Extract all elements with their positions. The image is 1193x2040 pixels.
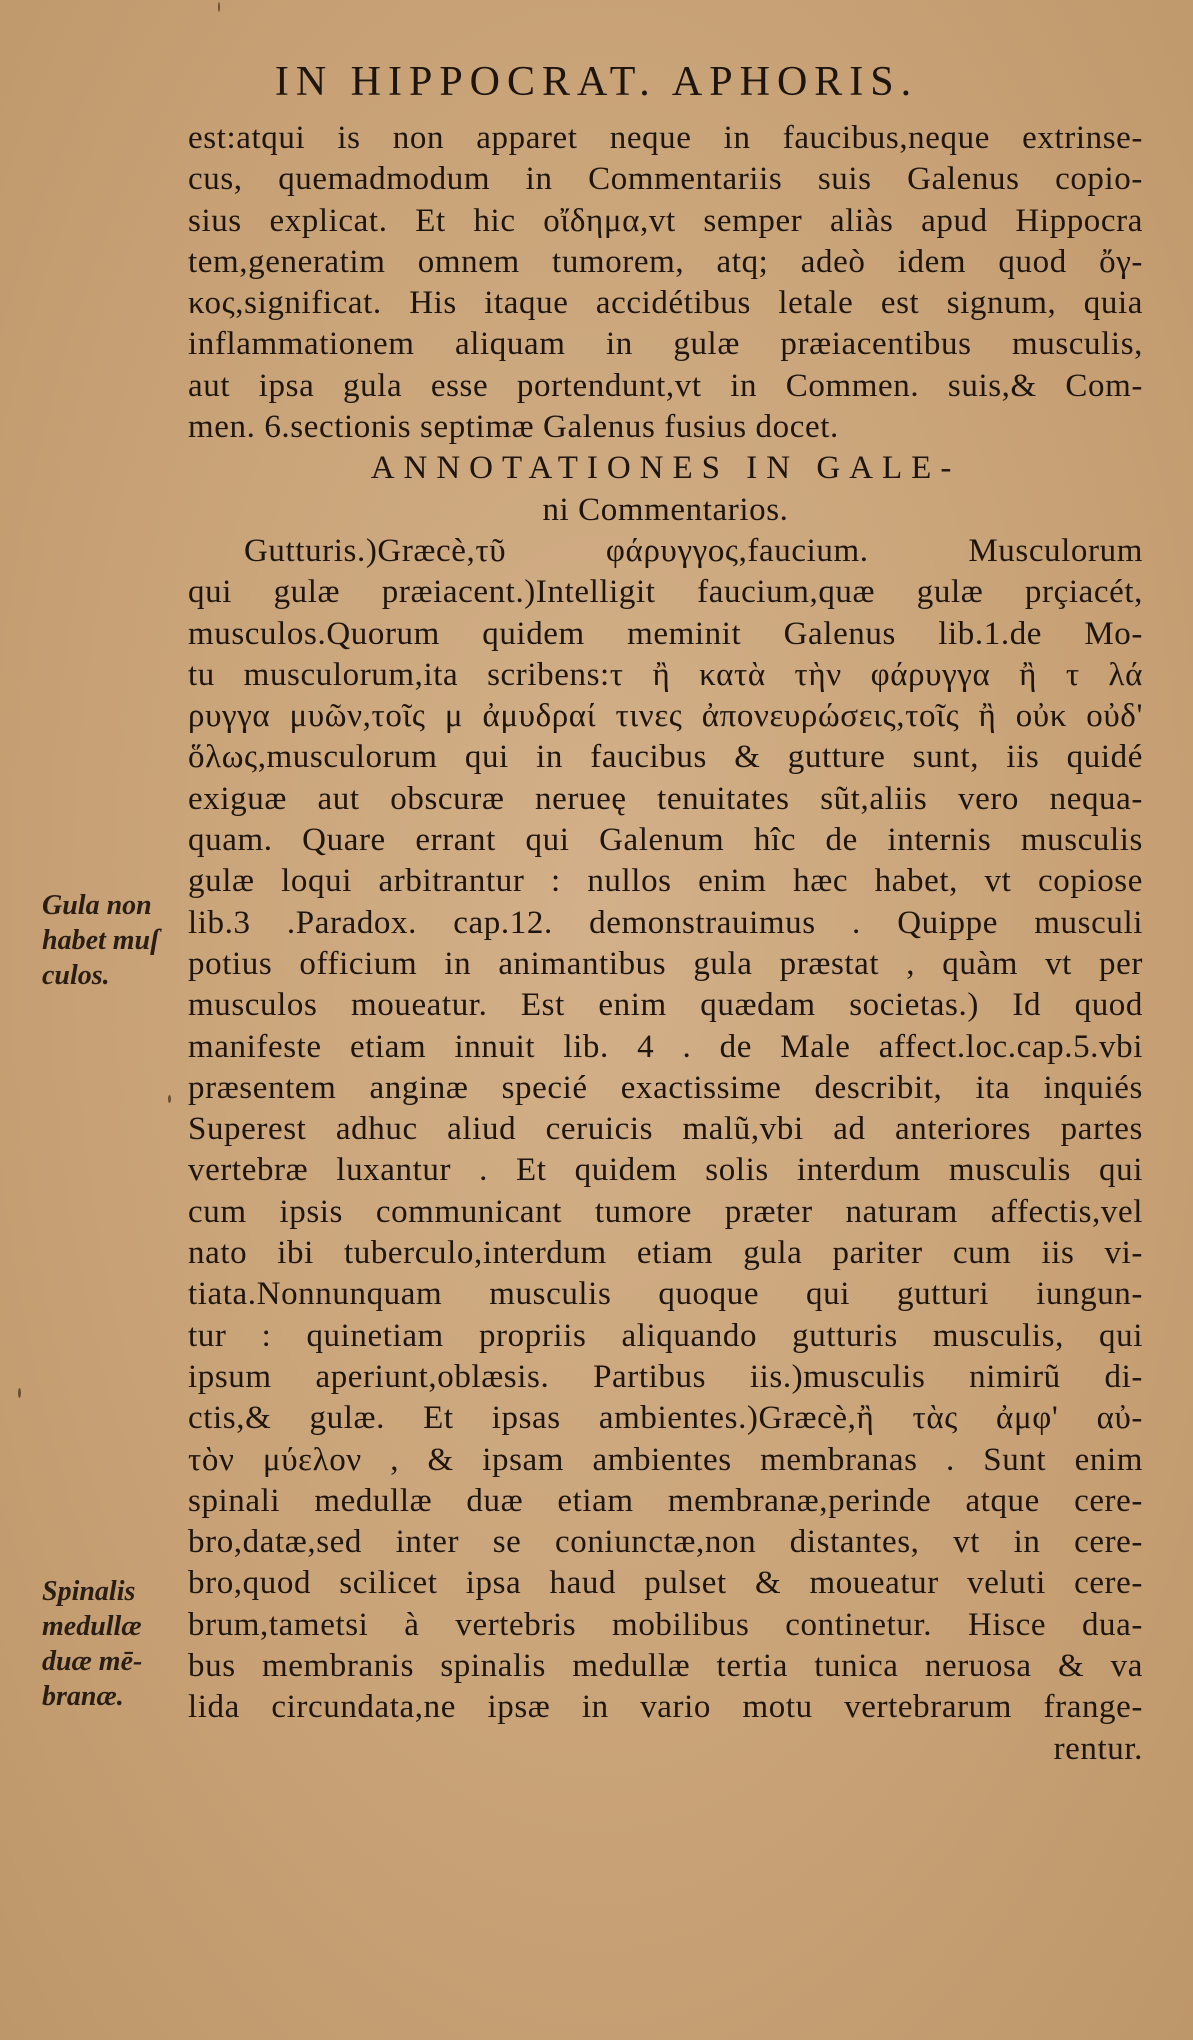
paper-speck <box>218 2 220 12</box>
text-line: tem,generatim omnem tumorem, atq; adeò idem quod ὄγ- <box>188 243 1143 280</box>
text-line: sius explicat. Et hic οἴδημα,vt semper aliàs apud Hippocra <box>188 202 1143 239</box>
margin-note-line: habet muſ <box>42 925 160 956</box>
text-line: men. 6.sectionis septimæ Galenus fusius docet. <box>188 409 839 446</box>
text-line: vertebræ luxantur . Et quidem solis interdum musculis qui <box>188 1152 1143 1189</box>
section-heading: ANNOTATIONES IN GALE- <box>370 450 961 487</box>
text-line: ipsum aperiunt,oblæsis. Partibus iis.)musculis nimirũ di- <box>188 1358 1143 1395</box>
text-line: manifeste etiam innuit lib. 4 . de Male affect.loc.cap.5.vbi <box>188 1028 1143 1065</box>
text-line: quam. Quare errant qui Galenum hîc de internis musculis <box>188 822 1143 859</box>
text-line: tur : quinetiam propriis aliquando gutturis musculis, qui <box>188 1317 1143 1354</box>
text-line: lib.3 .Paradox. cap.12. demonstrauimus . Quippe musculi <box>188 904 1143 941</box>
text-line: τὸν μύελον , & ipsam ambientes membranas . Sunt enim <box>188 1441 1143 1478</box>
main-text-block <box>188 118 1143 1770</box>
text-line: bro,datæ,sed inter se coniunctæ,non distantes, vt in cere- <box>188 1524 1143 1561</box>
text-line: nato ibi tuberculo,interdum etiam gula pariter cum iis vi- <box>188 1235 1143 1272</box>
paper-speck <box>18 1388 21 1398</box>
text-line: ρυγγα μυῶν,τοῖς μ ἀμυδραί τινες ἀπονευρώσεις,τοῖς ἢ οὐκ οὐδ' <box>188 698 1143 735</box>
text-line: qui gulæ præiacent.)Intelligit faucium,quæ gulæ prçiacét, <box>188 574 1143 611</box>
text-line: spinali medullæ duæ etiam membranæ,perinde atque cere- <box>188 1482 1143 1519</box>
text-line: exiguæ aut obscuræ nerueę tenuitates sũt,aliis vero nequa- <box>188 780 1143 817</box>
text-line: cus, quemadmodum in Commentariis suis Galenus copio- <box>188 161 1143 198</box>
text-line: potius officium in animantibus gula præstat , quàm vt per <box>188 945 1143 982</box>
text-line: brum,tametsi à vertebris mobilibus continetur. Hisce dua- <box>188 1606 1143 1643</box>
text-line: aut ipsa gula esse portendunt,vt in Commen. suis,& Com- <box>188 367 1143 404</box>
text-line: musculos moueatur. Est enim quædam societas.) Id quod <box>188 987 1143 1024</box>
text-line: inflammationem aliquam in gulæ præiacentibus musculis, <box>188 326 1143 363</box>
text-line: Superest adhuc aliud ceruicis malũ,vbi ad anteriores partes <box>188 1111 1143 1148</box>
margin-note-line: Gula non <box>42 890 152 921</box>
section-heading-continued: ni Commentarios. <box>542 491 789 528</box>
text-line: gulæ loqui arbitrantur : nullos enim hæc habet, vt copiose <box>188 863 1143 900</box>
paper-speck <box>168 1095 171 1103</box>
text-line: ὅλως,musculorum qui in faucibus & gutture sunt, iis quidé <box>188 739 1143 776</box>
text-line: κος,significat. His itaque accidétibus letale est signum, quia <box>188 285 1143 322</box>
text-line: est:atqui is non apparet neque in faucibus,neque extrinse- <box>188 120 1143 156</box>
text-line: lida circundata,ne ipsæ in vario motu vertebrarum frange- <box>188 1689 1143 1726</box>
text-line: tu musculorum,ita scribens:τ ἢ κατὰ τὴν φάρυγγα ἢ τ λά <box>188 656 1143 693</box>
text-line: musculos.Quorum quidem meminit Galenus lib.1.de Mo- <box>188 615 1143 652</box>
running-header: IN HIPPOCRAT. APHORIS. <box>274 59 919 105</box>
text-line: ctis,& gulæ. Et ipsas ambientes.)Græcè,ἢ τὰς ἀμφ' αὐ- <box>188 1400 1143 1437</box>
catchword: rentur. <box>1053 1730 1143 1767</box>
text-line: bus membranis spinalis medullæ tertia tunica neruosa & va <box>188 1647 1143 1684</box>
margin-note-line: branæ. <box>42 1681 124 1712</box>
margin-note-line: Spinalis <box>42 1576 136 1607</box>
margin-note-line: duæ mē- <box>42 1646 143 1677</box>
text-line: tiata.Nonnunquam musculis quoque qui gutturi iungun- <box>188 1276 1143 1313</box>
text-line: bro,quod scilicet ipsa haud pulset & moueatur veluti cere- <box>188 1565 1143 1602</box>
margin-note-line: culos. <box>42 960 110 991</box>
text-line: cum ipsis communicant tumore præter naturam affectis,vel <box>188 1193 1143 1230</box>
text-line: præsentem anginæ specié exactissime describit, ita inquiés <box>188 1069 1143 1106</box>
margin-note-gula <box>42 888 187 993</box>
margin-note-line: medullæ <box>42 1611 142 1642</box>
margin-note-spinalis <box>42 1574 187 1714</box>
text-line: Gutturis.)Græcè,τῦ φάρυγγος,faucium. Musculorum <box>244 532 1143 569</box>
